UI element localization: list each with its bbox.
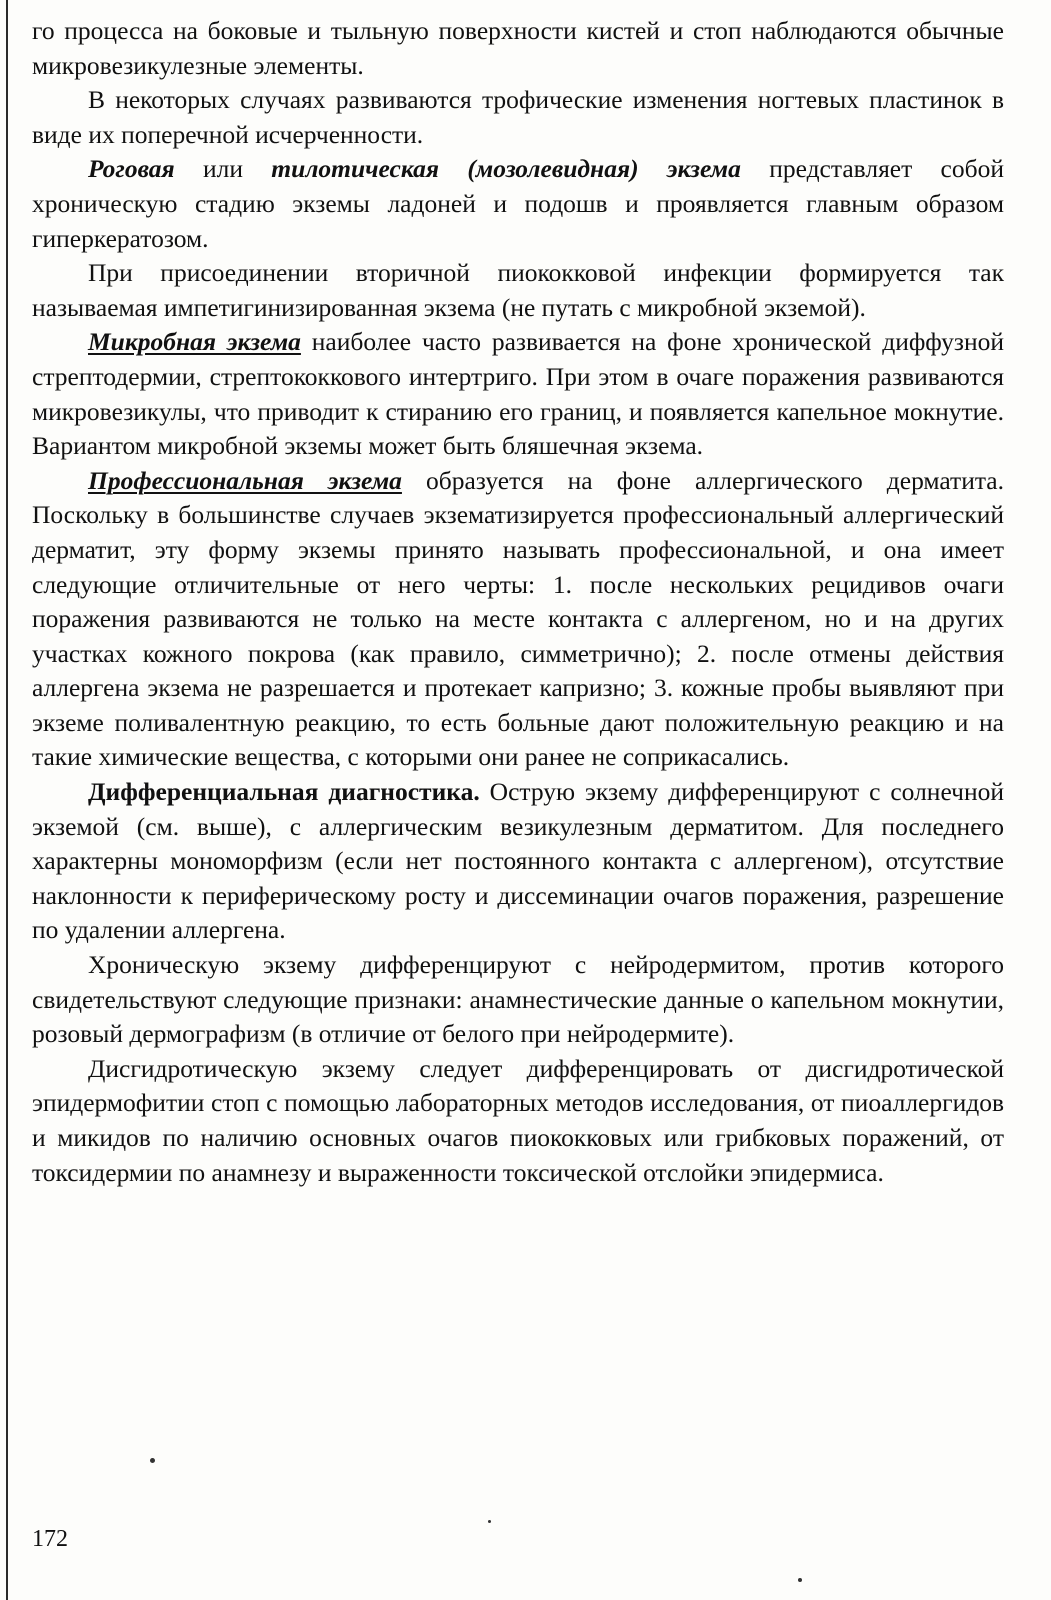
term-connector: или: [174, 154, 272, 184]
term-professional-eczema: Профессиональная экзема: [88, 465, 402, 495]
term-horny-eczema: Роговая: [88, 154, 175, 184]
paragraph-text: наиболее часто развивается на фоне хронической диффузной стрептодермии, стрептококкового интертриго. При этом в очаге поражения развиваются микровезикулы, что приводит к стиранию его границ, и появляется капельное мокнутие. Вариантом микробной экземы может быть бляшечная экзема.: [32, 327, 1004, 461]
term-microbial-eczema: Микробная экзема: [88, 327, 301, 357]
term-tylotic-eczema: тилотическая (мозолевидная) экзема: [271, 154, 741, 184]
scan-speck: [150, 1458, 155, 1463]
paragraph-text: При присоединении вторичной пиококковой инфекции формируется так называемая импетигинизированная экзема (не путать с микробной экземой).: [32, 258, 1004, 322]
paragraph-text: образуется на фоне аллергического дерматита. Поскольку в большинстве случаев экзематизируется профессиональный аллергический дерматит, эту форму экземы принято называть профессиональной, и она имеет следующие отличительные от него черты: 1. после нескольких рецидивов очаги поражения развиваются не только на месте контакта с аллергеном, но и на других участках кожного покрова (как правило, симметрично); 2. после отмены действия аллергена экзема не разрешается и протекает капризно; 3. кожные пробы выявляют при экземе поливалентную реакцию, то есть больные дают положительную реакцию и на такие химические вещества, с которыми они ранее не соприкасались.: [32, 465, 1004, 772]
paragraph-text: Дисгидротическую экзему следует дифференцировать от дисгидротической эпидермофитии стоп с помощью лабораторных методов исследования, от пиоаллергидов и микидов по наличию основных очагов пиококковых или грибковых поражений, от токсидермии по анамнезу и выраженности токсической отслойки эпидермиса.: [32, 1053, 1004, 1187]
paragraph-text: Острую экзему дифференцируют с солнечной экземой (см. выше), с аллергическим везикулезным дерматитом. Для последнего характерны мономорфизм (если нет постоянного контакта с аллергеном), отсутствие наклонности к периферическому росту и диссеминации очагов поражения, разрешение по удалении аллергена.: [32, 777, 1004, 945]
paragraph-tylotic-eczema: [32, 152, 1004, 256]
paragraph-text: го процесса на боковые и тыльную поверхности кистей и стоп наблюдаются обычные микровезикулезные элементы.: [32, 16, 1004, 80]
paragraph-nail-changes: [32, 83, 1004, 152]
paragraph-chronic-eczema: [32, 948, 1004, 1052]
paragraph-differential-diagnosis: [32, 775, 1004, 948]
paragraph-impetiginized-eczema: [32, 256, 1004, 325]
paragraph-dyshidrotic-eczema: [32, 1052, 1004, 1190]
scan-speck: [488, 1520, 491, 1523]
heading-differential-diagnosis: Дифференциальная диагностика.: [88, 777, 480, 807]
scan-speck: [798, 1578, 802, 1582]
page-left-edge-rule: [6, 0, 8, 1600]
paragraph-text: представляет собой хроническую стадию экземы ладоней и подошв и проявляется главным образом гиперкератозом.: [32, 154, 1004, 253]
paragraph-text: В некоторых случаях развиваются трофические изменения ногтевых пластинок в виде их поперечной исчерченности.: [32, 85, 1004, 149]
paragraph-professional-eczema: [32, 464, 1004, 775]
paragraph-microbial-eczema: [32, 325, 1004, 463]
body-text: [32, 14, 1004, 1190]
paragraph-continued-hand-foot-lesions: [32, 14, 1004, 83]
page-number: 172: [32, 1526, 68, 1552]
paragraph-text: Хроническую экзему дифференцируют с нейродермитом, против которого свидетельствуют следующие признаки: анамнестические данные о капельном мокнутии, розовый дермографизм (в отличие от белого при нейродермите).: [32, 950, 1004, 1049]
